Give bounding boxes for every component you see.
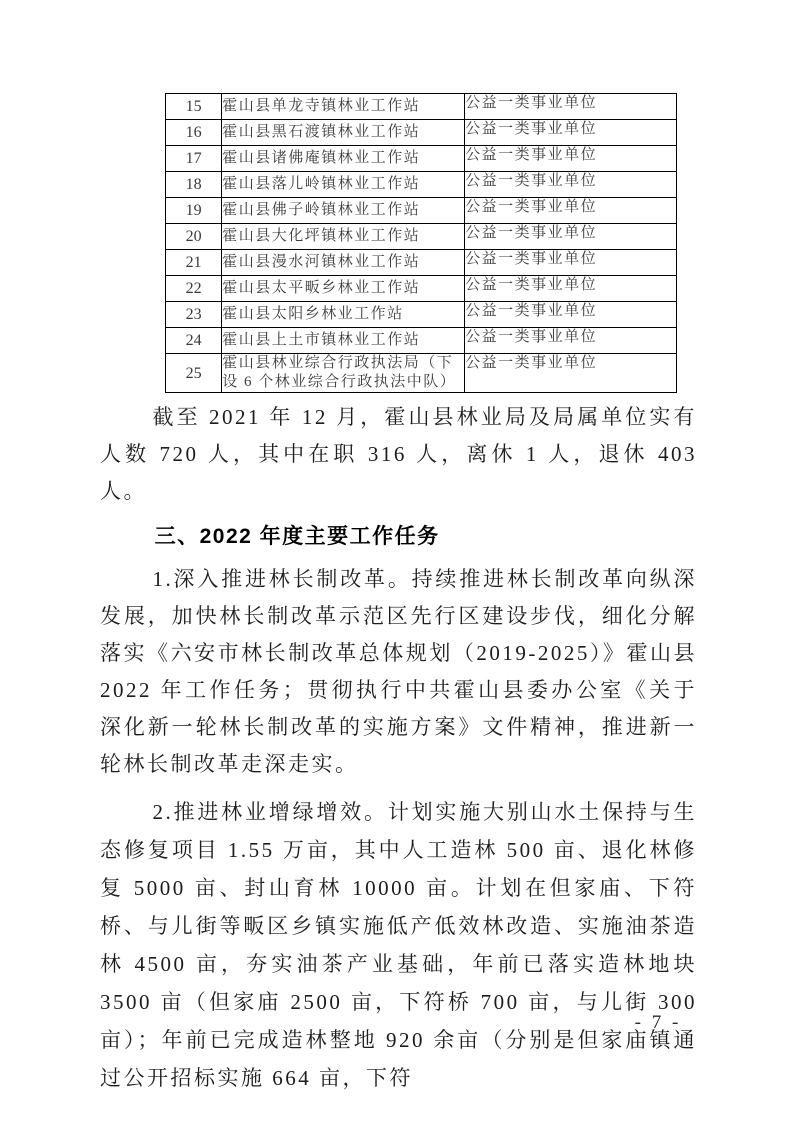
table-row	[166, 250, 677, 276]
org-type-cell: 公益一类事业单位	[465, 94, 677, 120]
table-row	[166, 328, 677, 354]
page-number: - 7 -	[634, 1012, 682, 1033]
table-row	[166, 146, 677, 172]
org-type-cell: 公益一类事业单位	[465, 328, 677, 354]
org-name-cell: 霍山县大化坪镇林业工作站	[222, 224, 465, 250]
row-number-cell: 20	[166, 224, 222, 250]
table-row	[166, 224, 677, 250]
row-number-cell: 18	[166, 172, 222, 198]
org-type-cell: 公益一类事业单位	[465, 120, 677, 146]
org-name-cell: 霍山县佛子岭镇林业工作站	[222, 198, 465, 224]
org-table-body	[166, 94, 677, 393]
org-type-cell: 公益一类事业单位	[465, 224, 677, 250]
org-name-cell: 霍山县黑石渡镇林业工作站	[222, 120, 465, 146]
org-type-cell: 公益一类事业单位	[465, 198, 677, 224]
org-type-cell: 公益一类事业单位	[465, 172, 677, 198]
table-row	[166, 94, 677, 120]
table-row	[166, 354, 677, 393]
table-row	[166, 302, 677, 328]
row-number-cell: 21	[166, 250, 222, 276]
task-paragraph-1: 1.深入推进林长制改革。持续推进林长制改革向纵深发展，加快林长制改革示范区先行区建设步伐，细化分解落实《六安市林长制改革总体规划（2019-2025）》霍山县 2022 年工作任务；贯彻执行中共霍山县委办公室《关于深化新一轮林长制改革的实施方案》文件精神，推进新一轮林长制改革走深走实。	[100, 567, 697, 776]
org-name-cell: 霍山县上土市镇林业工作站	[222, 328, 465, 354]
table-row	[166, 276, 677, 302]
row-number-cell: 24	[166, 328, 222, 354]
task-paragraph-2: 2.推进林业增绿增效。计划实施大别山水土保持与生态修复项目 1.55 万亩，其中人工造林 500 亩、退化林修复 5000 亩、封山育林 10000 亩。计划在但家庙、下符桥、与儿街等畈区乡镇实施低产低效林改造、实施油茶造林 4500 亩，夯实油茶产业基础，年前已落实造林地块 3500 亩（但家庙 2500 亩，下符桥 700 亩，与儿街 300 亩）；年前已完成造林整地 920 余亩（分别是但家庙镇通过公开招标实施 664 亩，下符	[100, 800, 697, 1090]
row-number-cell: 25	[166, 354, 222, 393]
row-number-cell: 19	[166, 198, 222, 224]
org-type-cell: 公益一类事业单位	[465, 354, 677, 393]
org-type-cell: 公益一类事业单位	[465, 250, 677, 276]
org-type-cell: 公益一类事业单位	[465, 302, 677, 328]
document-content	[100, 93, 697, 1097]
row-number-cell: 15	[166, 94, 222, 120]
table-row	[166, 198, 677, 224]
table-row	[166, 120, 677, 146]
org-name-cell: 霍山县太平畈乡林业工作站	[222, 276, 465, 302]
table-row	[166, 172, 677, 198]
org-name-cell: 霍山县诸佛庵镇林业工作站	[222, 146, 465, 172]
org-name-cell: 霍山县太阳乡林业工作站	[222, 302, 465, 328]
org-name-cell: 霍山县单龙寺镇林业工作站	[222, 94, 465, 120]
row-number-cell: 23	[166, 302, 222, 328]
org-name-cell: 霍山县林业综合行政执法局（下设 6 个林业综合行政执法中队）	[222, 354, 465, 393]
org-name-cell: 霍山县落儿岭镇林业工作站	[222, 172, 465, 198]
row-number-cell: 16	[166, 120, 222, 146]
row-number-cell: 22	[166, 276, 222, 302]
body-text-block	[100, 399, 697, 1097]
staff-summary-paragraph: 截至 2021 年 12 月，霍山县林业局及局属单位实有人数 720 人，其中在职 316 人，离休 1 人，退休 403 人。	[100, 405, 697, 503]
org-type-cell: 公益一类事业单位	[465, 276, 677, 302]
org-type-cell: 公益一类事业单位	[465, 146, 677, 172]
row-number-cell: 17	[166, 146, 222, 172]
section-heading: 三、2022 年度主要工作任务	[154, 525, 440, 548]
org-units-table	[165, 93, 677, 393]
org-name-cell: 霍山县漫水河镇林业工作站	[222, 250, 465, 276]
